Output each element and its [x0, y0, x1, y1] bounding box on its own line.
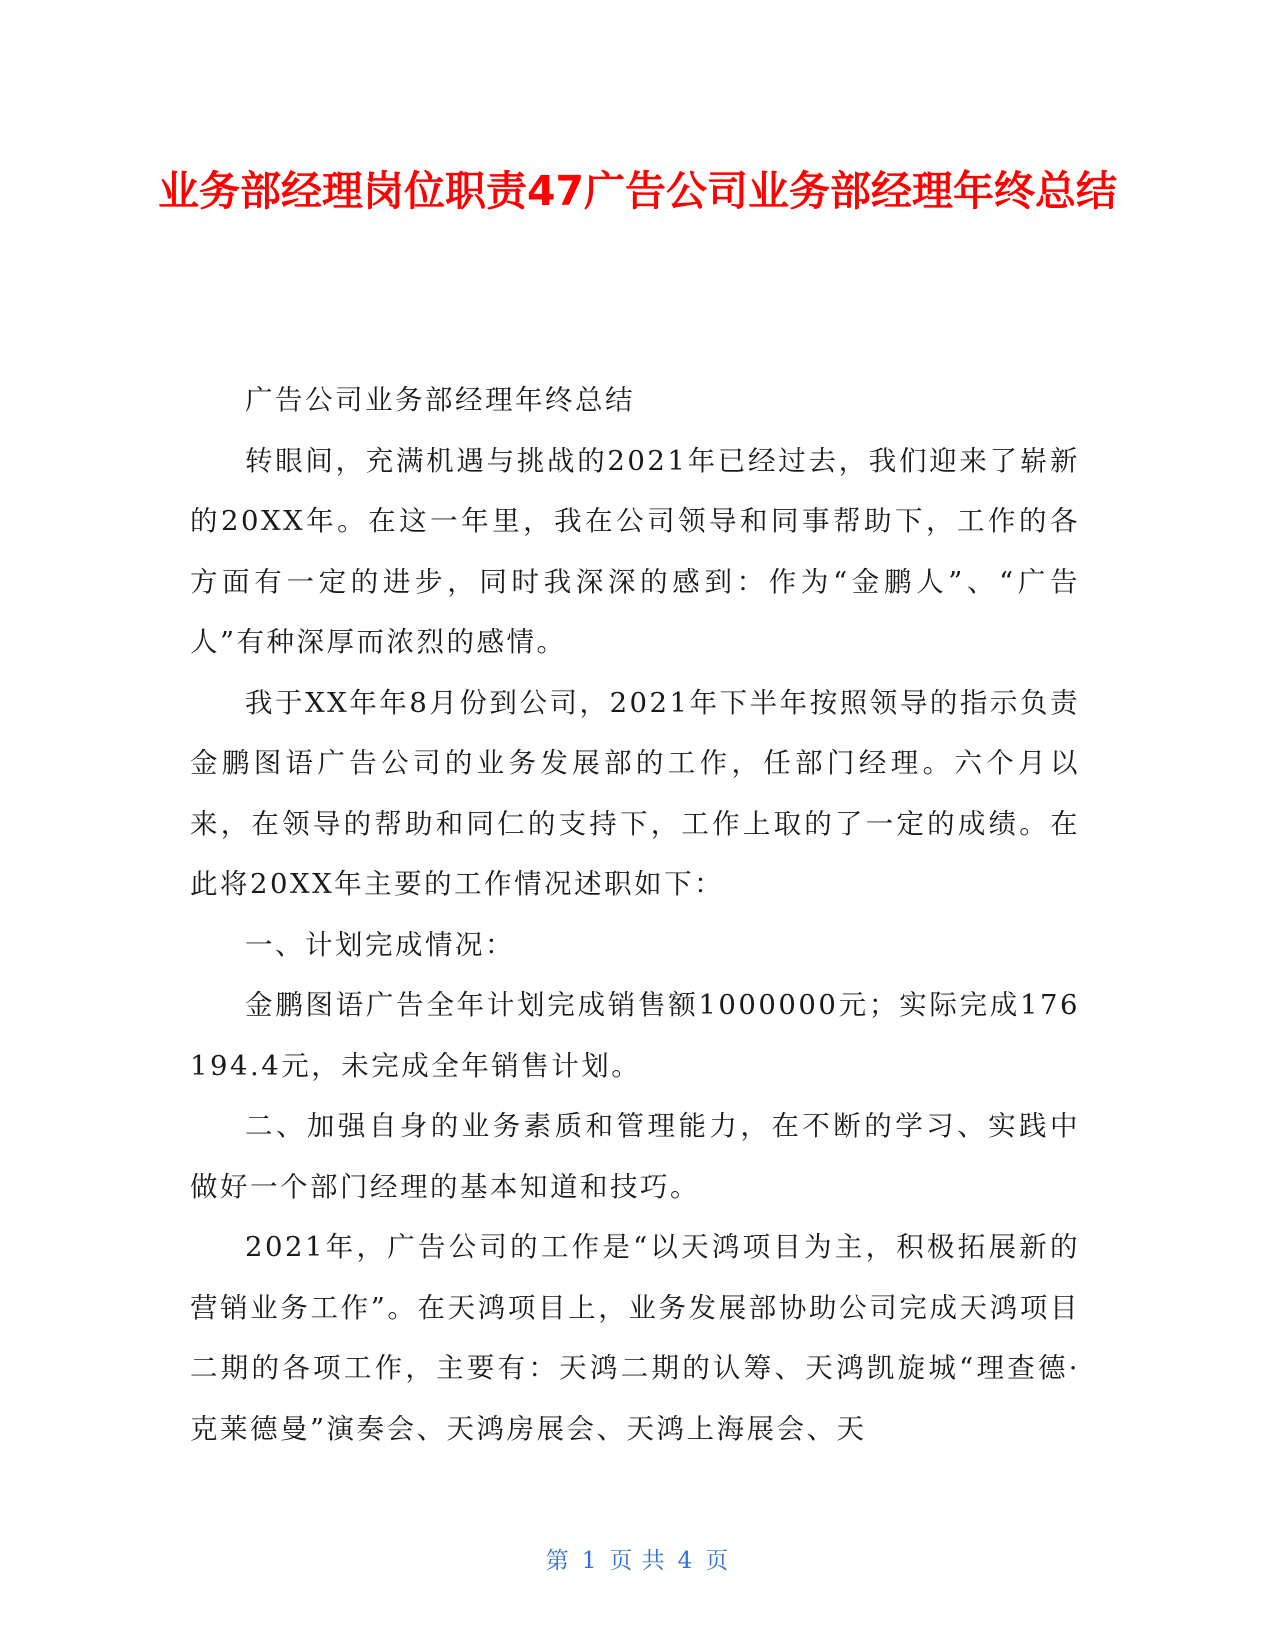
paragraph: 一、计划完成情况：: [245, 928, 515, 961]
paragraph: 转眼间，充满机遇与挑战的2021年已经过去，我们迎来了崭新的20XX年。在这一年里，我在公司领导和同事帮助下，工作的各方面有一定的进步，同时我深深的感到：作为“金鹏人”、“广告人”有种深厚而浓烈的感情。: [190, 444, 1080, 658]
page-label-prefix: 第: [545, 1548, 570, 1574]
page-label-suffix: 页: [705, 1548, 730, 1574]
page-footer: [0, 1542, 1275, 1575]
total-pages-number: 4: [677, 1548, 694, 1574]
page-label-mid: 页 共: [609, 1548, 666, 1574]
document-title: 业务部经理岗位职责47广告公司业务部经理年终总结: [157, 167, 1118, 215]
paragraph: 金鹏图语广告全年计划完成销售额1000000元；实际完成176194.4元，未完成全年销售计划。: [190, 989, 1080, 1082]
paragraph: 二、加强自身的业务素质和管理能力，在不断的学习、实践中做好一个部门经理的基本知道和技巧。: [190, 1110, 1080, 1203]
paragraph: 2021年，广告公司的工作是“以天鸿项目为主，积极拓展新的营销业务工作”。在天鸿项目上，业务发展部协助公司完成天鸿项目二期的各项工作，主要有：天鸿二期的认筹、天鸿凯旋城“理查德·克莱德曼”演奏会、天鸿房展会、天鸿上海展会、天: [190, 1231, 1080, 1445]
paragraph: 广告公司业务部经理年终总结: [245, 384, 635, 416]
document-body: [190, 370, 1080, 1459]
paragraph: 我于XX年年8月份到公司，2021年下半年按照领导的指示负责金鹏图语广告公司的业务发展部的工作，任部门经理。六个月以来，在领导的帮助和同仁的支持下，工作上取的了一定的成绩。在此将20XX年主要的工作情况述职如下：: [190, 686, 1080, 900]
current-page-number: 1: [581, 1548, 598, 1574]
